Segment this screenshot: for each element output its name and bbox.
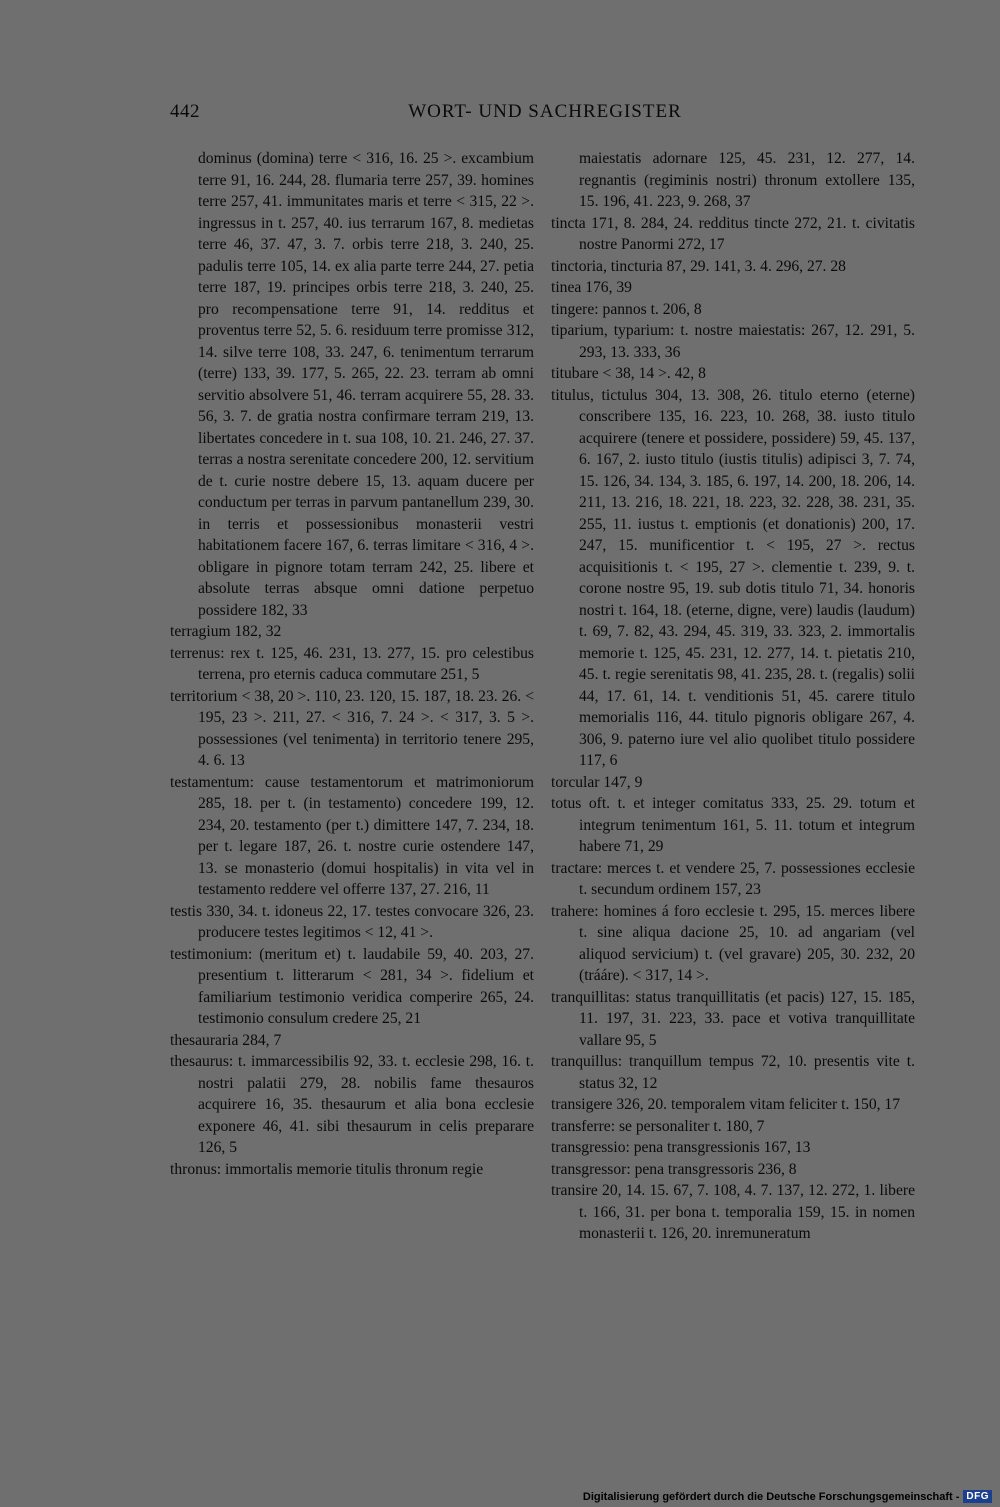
index-entry: tincta 171, 8. 284, 24. redditus tincte 272, 21. t. civitatis nostre Panormi 272, 17 bbox=[551, 214, 915, 253]
index-entry: dominus (domina) terre < 316, 16. 25 >. excambium terre 91, 16. 244, 28. flumaria terre 257, 39. homines terre 257, 41. immunitates maris et terre < 315, 22 >. ingressus in t. 257, 40. ius terrarum 167, 8. medietas terre 46, 37. 47, 3. 7. orbis terre 218, 3. 240, 25. padulis terre 105, 14. ex alia parte terre 244, 27. petia terre 187, 19. principes orbis terre 218, 3. 240, 25. pro recompensatione terre 91, 14. redditus et proventus terre 52, 5. 6. residuum terre promisse 312, 14. silve terre 108, 33. 247, 6. tenimentum terrarum (terre) 133, 39. 177, 5. 265, 22. 23. terram ab omni servitio absolvere 51, 46. terram acquirere 55, 28. 33. 56, 3. 7. de gratia nostra confirmare terram 219, 13. libertates concedere in t. sua 108, 10. 21. 246, 27. 37. terras a nostra serenitate concedere 200, 12. servitium de t. curie nostre debere 15, 13. aquam ducere per conductum per terras in parvum pantanellum 239, 30. in terris et possessionibus monasterii vestri habitationem facere 167, 6. terras limitare < 316, 4 >. obligare in pignore totam terram 242, 25. libere et absolute terras absque omni datione perpetuo possidere 182, 33 bbox=[198, 150, 534, 619]
index-entry: maiestatis adornare 125, 45. 231, 12. 277, 14. regnantis (regiminis nostri) thronum extollere 135, 15. 196, 41. 223, 9. 268, 37 bbox=[579, 150, 915, 210]
index-entry: tranquillus: tranquillum tempus 72, 10. presentis vite t. status 32, 12 bbox=[551, 1053, 915, 1092]
index-entry: territorium < 38, 20 >. 110, 23. 120, 15. 187, 18. 23. 26. < 195, 23 >. 211, 27. < 316, 7. 24 >. < 317, 3. 5 >. possessiones (vel tenimenta) in territorio tenere 295, 4. 6. 13 bbox=[170, 687, 534, 769]
right-column bbox=[551, 148, 915, 1245]
index-entry: trahere: homines á foro ecclesie t. 295, 15. merces libere t. sine aliqua dacione 25, 10. ad angariam (vel aliquod servicium) t. (vel gravare) 205, 30. 232, 20 (trááre). < 317, 14 >. bbox=[551, 902, 915, 984]
index-entry: tranquillitas: status tranquillitatis (et pacis) 127, 15. 185, 11. 197, 31. 223, 33. pace et votiva tranquillitate vallare 95, 5 bbox=[551, 988, 915, 1049]
index-entry: transire 20, 14. 15. 67, 7. 108, 4. 7. 137, 12. 272, 1. libere t. 166, 31. per bona t. temporalia 159, 15. in nomen monasterii t. 126, 20. inremuneratum bbox=[551, 1182, 915, 1242]
index-entry: terrenus: rex t. 125, 46. 231, 13. 277, 15. pro celestibus terrena, pro eternis caduca commutare 251, 5 bbox=[170, 644, 534, 683]
index-entry: testis 330, 34. t. idoneus 22, 17. testes convocare 326, 23. producere testes legitimos < 12, 41 >. bbox=[170, 902, 534, 941]
dfg-logo: DFG bbox=[963, 1490, 992, 1503]
index-entry: titubare < 38, 14 >. 42, 8 bbox=[551, 365, 706, 382]
index-entry: terragium 182, 32 bbox=[170, 623, 282, 640]
index-entry: transferre: se personaliter t. 180, 7 bbox=[551, 1117, 765, 1135]
index-entry: tinctoria, tincturia 87, 29. 141, 3. 4. 296, 27. 28 bbox=[551, 257, 846, 275]
index-entry: titulus, tictulus 304, 13. 308, 26. titulo eterno (eterne) conscribere 135, 16. 223, 10. 268, 38. iusto titulo acquirere (tenere et possidere, possidere) 59, 45. 137, 6. 167, 2. iusto titulo (iustis titulis) adipisci 3, 7. 74, 15. 126, 34. 134, 3. 185, 6. 197, 14. 200, 18. 206, 14. 211, 13. 216, 18. 221, 18. 223, 32. 228, 38. 231, 35. 255, 11. iustus t. emptionis (et donationis) 200, 17. 247, 15. munificentior t. < 195, 27 >. rectus acquisitionis t. < 195, 27 >. clementie t. 239, 9. t. corone nostre 95, 19. sub dotis titulo 71, 34. honoris nostri t. 164, 18. (eterne, digne, vere) laudis (laudum) t. 69, 7. 82, 43. 294, 45. 319, 33. 323, 2. immortalis memorie t. 125, 45. 231, 12. 277, 14. t. pietatis 210, 45. t. regie serenitatis 98, 41. 235, 28. t. (regalis) solii 44, 17. 61, 14. t. venditionis 51, 45. carere titulo memorialis 116, 44. titulo pignoris obligare 267, 4. 306, 9. paterno iure vel alio quolibet titulo possidere 117, 6 bbox=[551, 386, 915, 769]
index-entry: tiparium, typarium: t. nostre maiestatis: 267, 12. 291, 5. 293, 13. 333, 36 bbox=[551, 322, 915, 361]
index-entry: tractare: merces t. et vendere 25, 7. possessiones ecclesie t. secundum ordinem 157, 23 bbox=[551, 859, 915, 898]
index-entry: torcular 147, 9 bbox=[551, 773, 643, 791]
index-entry: transigere 326, 20. temporalem vitam feliciter t. 150, 17 bbox=[551, 1096, 901, 1113]
index-entry: transgressio: pena transgressionis 167, 13 bbox=[551, 1139, 811, 1156]
left-column bbox=[170, 148, 534, 1180]
index-entry: testamentum: cause testamentorum et matrimoniorum 285, 18. per t. (in testamento) concedere 199, 12. 234, 20. testamento (per t.) dimittere 147, 7. 234, 18. per t. legare 187, 26. t. nostre curie ostendere 147, 13. se monasterio (domui hospitalis) in vita vel in testamento reddere vel offerre 137, 27. 216, 11 bbox=[170, 773, 534, 898]
index-entry: tingere: pannos t. 206, 8 bbox=[551, 300, 702, 318]
footer-text: Digitalisierung gefördert durch die Deutsche Forschungsgemeinschaft - bbox=[582, 1490, 960, 1503]
index-entry: thesauraria 284, 7 bbox=[170, 1031, 282, 1049]
index-entry: transgressor: pena transgressoris 236, 8 bbox=[551, 1160, 797, 1178]
index-entry: tinea 176, 39 bbox=[551, 279, 632, 296]
index-entry: totus oft. t. et integer comitatus 333, 25. 29. totum et integrum tenimentum 161, 5. 11. totum et integrum habere 71, 29 bbox=[551, 795, 915, 855]
page-number: 442 bbox=[170, 101, 200, 122]
index-entry: thesaurus: t. immarcessibilis 92, 33. t. ecclesie 298, 16. t. nostri palatii 279, 28. nobilis fame thesauros acquirere 16, 35. thesaurum et alia bona ecclesie exponere 46, 41. sibi thesaurum in celis preparare 126, 5 bbox=[170, 1053, 534, 1156]
running-title: WORT- UND SACHREGISTER bbox=[408, 101, 682, 122]
index-entry: thronus: immortalis memorie titulis thronum regie bbox=[170, 1160, 484, 1178]
index-entry: testimonium: (meritum et) t. laudabile 59, 40. 203, 27. presentium t. litterarum < 281, 34 >. fidelium et familiarium testimonio veridica comperire 265, 24. testimonio consulum credere 25, 21 bbox=[170, 945, 534, 1027]
dfg-footer bbox=[583, 1490, 992, 1503]
